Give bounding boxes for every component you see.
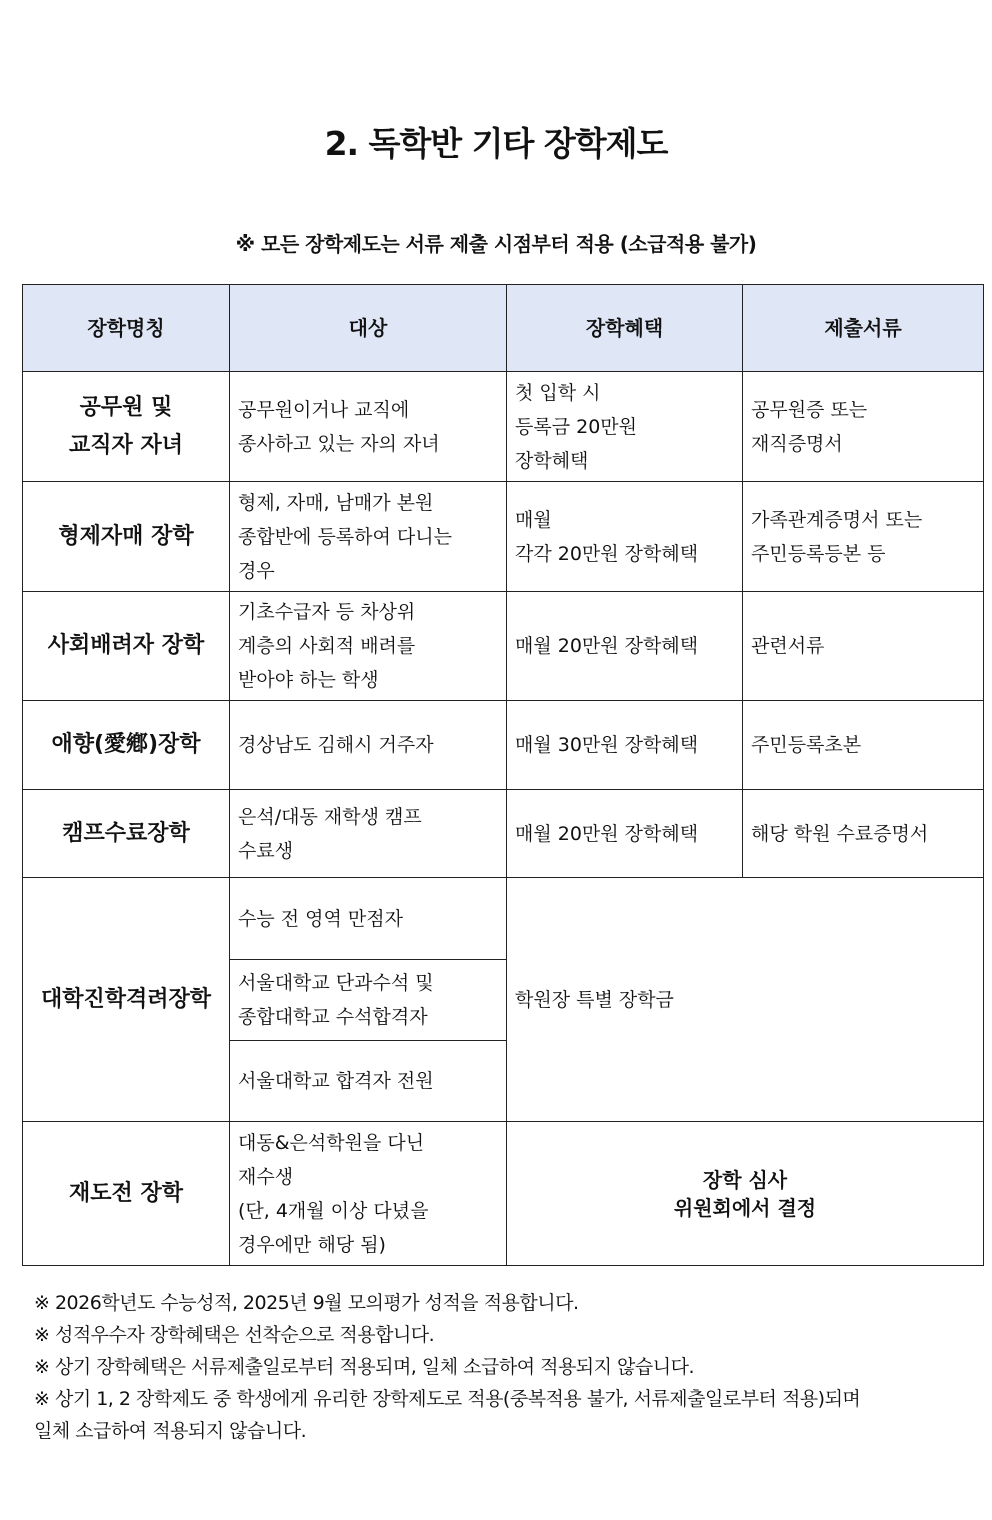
table-row	[23, 790, 984, 878]
row-docs: 주민등록초본	[743, 701, 984, 790]
row-benefit: 매월 20만원 장학혜택	[507, 790, 743, 878]
row-benefit: 장학 심사 위원회에서 결정	[507, 1122, 984, 1266]
row-benefit: 매월 각각 20만원 장학혜택	[507, 482, 743, 592]
row-name: 애향(愛鄕)장학	[23, 701, 230, 790]
note-line: ※ 상기 1, 2 장학제도 중 학생에게 유리한 장학제도로 적용(중복적용 불가, 서류제출일로부터 적용)되며 일체 소급하여 적용되지 않습니다.	[34, 1388, 861, 1442]
row-name: 대학진학격려장학	[23, 878, 230, 1122]
row-target: 경상남도 김해시 거주자	[230, 701, 507, 790]
header-target: 대상	[230, 285, 507, 372]
table-row	[23, 701, 984, 790]
table-row	[23, 592, 984, 701]
row-name: 사회배려자 장학	[23, 592, 230, 701]
row-target: 서울대학교 합격자 전원	[230, 1041, 507, 1122]
row-target: 기초수급자 등 차상위 계층의 사회적 배려를 받아야 하는 학생	[230, 592, 507, 701]
page-title: 2. 독학반 기타 장학제도	[324, 124, 668, 163]
row-docs: 관련서류	[743, 592, 984, 701]
table-header-row	[23, 285, 984, 372]
table-row	[23, 878, 984, 960]
row-name: 형제자매 장학	[23, 482, 230, 592]
note-line: ※ 성적우수자 장학혜택은 선착순으로 적용합니다.	[34, 1324, 435, 1346]
row-target: 은석/대동 재학생 캠프 수료생	[230, 790, 507, 878]
row-name: 공무원 및 교직자 자녀	[23, 372, 230, 482]
row-name: 재도전 장학	[23, 1122, 230, 1266]
table-row	[23, 372, 984, 482]
row-name: 캠프수료장학	[23, 790, 230, 878]
row-docs: 공무원증 또는 재직증명서	[743, 372, 984, 482]
row-benefit: 학원장 특별 장학금	[507, 878, 984, 1122]
row-target: 형제, 자매, 남매가 본원 종합반에 등록하여 다니는 경우	[230, 482, 507, 592]
note-line: ※ 2026학년도 수능성적, 2025년 9월 모의평가 성적을 적용합니다.	[34, 1292, 579, 1314]
row-target: 공무원이거나 교직에 종사하고 있는 자의 자녀	[230, 372, 507, 482]
row-target: 수능 전 영역 만점자	[230, 878, 507, 960]
row-benefit: 첫 입학 시 등록금 20만원 장학혜택	[507, 372, 743, 482]
row-benefit: 매월 30만원 장학혜택	[507, 701, 743, 790]
row-target: 대동&은석학원을 다닌 재수생 (단, 4개월 이상 다녔을 경우에만 해당 됨)	[230, 1122, 507, 1266]
header-name: 장학명칭	[23, 285, 230, 372]
row-docs: 가족관계증명서 또는 주민등록등본 등	[743, 482, 984, 592]
row-benefit: 매월 20만원 장학혜택	[507, 592, 743, 701]
table-row	[23, 482, 984, 592]
notes-section	[34, 1287, 954, 1447]
table-row	[23, 1122, 984, 1266]
note-line: ※ 상기 장학혜택은 서류제출일로부터 적용되며, 일체 소급하여 적용되지 않습니다.	[34, 1356, 694, 1378]
row-target: 서울대학교 단과수석 및 종합대학교 수석합격자	[230, 960, 507, 1041]
header-docs: 제출서류	[743, 285, 984, 372]
scholarship-table	[22, 284, 984, 1266]
notice-text: ※ 모든 장학제도는 서류 제출 시점부터 적용 (소급적용 불가)	[235, 232, 757, 256]
row-docs: 해당 학원 수료증명서	[743, 790, 984, 878]
header-benefit: 장학혜택	[507, 285, 743, 372]
